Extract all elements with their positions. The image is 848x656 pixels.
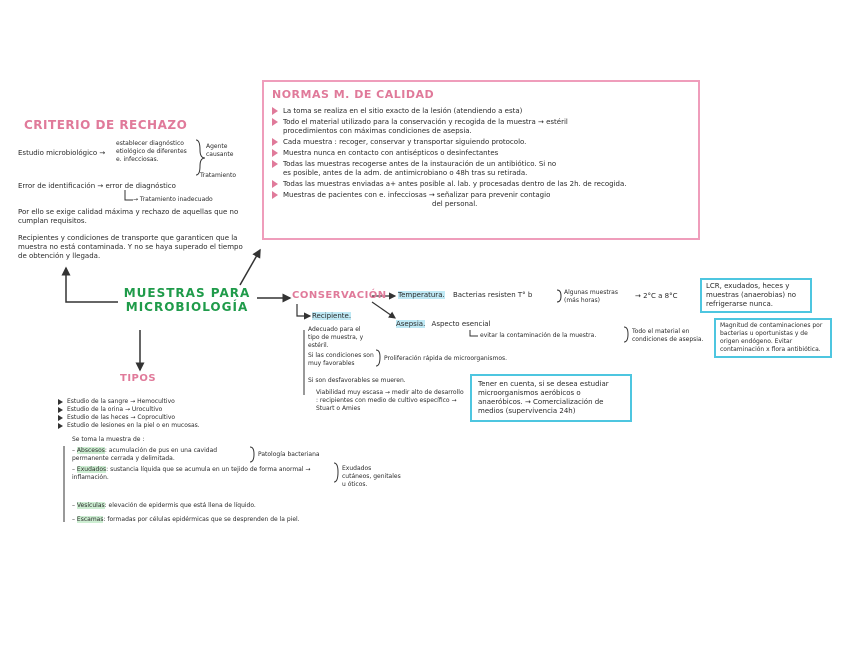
abscesos-text: : acumulación de pus en una cavidad permanente cerrada y delimitada. (72, 447, 218, 462)
triangle-bullet-icon (272, 107, 278, 115)
triangle-bullet-icon (58, 399, 63, 405)
criterio-title: CRITERIO DE RECHAZO (24, 118, 188, 132)
conservacion-title: CONSERVACIÓN (292, 290, 387, 301)
tipos-list (58, 398, 318, 430)
triangle-bullet-icon (58, 407, 63, 413)
criterio-error: Error de identificación → error de diagnóstico (18, 182, 176, 190)
material-asepsia: Todo el material en condiciones de asepsia. (632, 328, 704, 343)
normas-item-3: Cada muestra : recoger, conservar y transportar siguiendo protocolo. (272, 138, 690, 147)
asepsia-row (396, 320, 491, 329)
abscesos-side: Patología bacteriana (258, 451, 320, 458)
normas-item-4: Muestra nunca en contacto con antisépticos o desinfectantes (272, 149, 690, 158)
tipos-exudados: – Exudados: sustancia líquida que se acumula en un tejido de forma anormal → inflamación. (72, 466, 311, 481)
normas-item-5: Todas las muestras recogerse antes de la instauración de un antibiótico. Si no es posible, antes de la adm. de antimicrobiano o 48h tras su retirada. (272, 160, 690, 178)
normas-item-1: La toma se realiza en el sitio exacto de la lesión (atendiendo a esta) (272, 107, 690, 116)
temperatura-label: Temperatura. (398, 291, 445, 299)
vesiculas-text: : elevación de epidermis que está llena de líquido. (104, 502, 256, 509)
exudados-label: Exudados (76, 466, 107, 473)
criterio-estudio-branches (116, 140, 200, 164)
lcr-note-box: LCR, exudados, heces y muestras (anaerobias) no refrigerarse nunca. (700, 278, 812, 313)
tipos-title: TIPOS (120, 373, 157, 384)
recipiente-text: Recipiente. (312, 312, 352, 320)
recipiente-prolif: Proliferación rápida de microorganismos. (384, 355, 508, 362)
estudio-branch-1: establecer diagnóstico (116, 140, 184, 147)
normas-item-7: Muestras de pacientes con e. infecciosas → señalizar para prevenir contagio del personal. (272, 191, 690, 209)
normas-item-2: Todo el material utilizado para la conservación y recogida de la muestra → estéril procedimientos con máximas condiciones de asepsia. (272, 118, 690, 136)
asepsia-text: Aspecto esencial (431, 320, 491, 328)
vesiculas-label: Vesículas (76, 502, 105, 509)
abscesos-label: Abscesos (76, 447, 105, 454)
criterio-error-sub: → Tratamiento inadecuado (133, 196, 213, 203)
tipos-se-toma: Se toma la muestra de : (72, 436, 145, 443)
tener-note-box: Tener en cuenta, si se desea estudiar microorganismos aeróbicos o anaeróbicos. → Comercialización de medios (supervivencia 24h) (470, 374, 632, 422)
tipos-vesiculas: – Vesículas: elevación de epidermis que está llena de líquido. (72, 502, 256, 509)
triangle-bullet-icon (272, 149, 278, 157)
triangle-bullet-icon (272, 118, 278, 126)
tipos-abscesos: – Abscesos: acumulación de pus en una cavidad permanente cerrada y delimitada. (72, 447, 218, 462)
tipos-item-2: Estudio de la orina → Urocultivo (58, 406, 318, 414)
escamas-label: Escamas (76, 516, 104, 523)
algunas-muestras: Algunas muestras (más horas) (564, 289, 618, 304)
criterio-agente: Agente causante (206, 143, 234, 158)
tipos-item-4: Estudio de lesiones en la piel o en mucosas. (58, 422, 318, 430)
recipiente-desc: Adecuado para el tipo de muestra, y estéril. (308, 326, 364, 349)
temperatura-row (398, 291, 532, 300)
criterio-p2: Recipientes y condiciones de transporte que garanticen que la muestra no está contaminada. Y no se haya superado el tiempo de obtención y llegada. (18, 234, 243, 260)
triangle-bullet-icon (58, 415, 63, 421)
recipiente-no-sub: Viabilidad muy escasa → medir alto de desarrollo : recipientes con medio de cultivo específico → Stuart o Amies (316, 389, 464, 412)
estudio-branch-3: e. infecciosas. (116, 156, 159, 163)
tipos-item-3: Estudio de las heces → Coprocultivo (58, 414, 318, 422)
asepsia-label: Asepsia. (396, 320, 426, 328)
tipos-item-1: Estudio de la sangre → Hemocultivo (58, 398, 318, 406)
tipos-escamas: – Escamas: formadas por células epidérmicas que se desprenden de la piel. (72, 516, 300, 523)
normas-item-6: Todas las muestras enviadas a+ antes posible al. lab. y procesadas dentro de las 2h. de recogida. (272, 180, 690, 189)
magnitud-note-box: Magnitud de contaminaciones por bacterias u oportunistas y de origen endógeno. Evitar contaminación x flora antibiótica. (714, 318, 832, 358)
escamas-text: : formadas por células epidérmicas que se desprenden de la piel. (103, 516, 300, 523)
temperatura-text: Bacterias resisten T° b (452, 291, 533, 299)
temp-range: → 2°C a 8°C (635, 292, 678, 300)
asepsia-sub: evitar la contaminación de la muestra. (480, 332, 597, 339)
triangle-bullet-icon (272, 160, 278, 168)
triangle-bullet-icon (272, 138, 278, 146)
triangle-bullet-icon (272, 191, 278, 199)
triangle-bullet-icon (272, 180, 278, 188)
recipiente-no: Si son desfavorables se mueren. (308, 377, 406, 384)
criterio-estudio: Estudio microbiológico → (18, 149, 106, 157)
recipiente-label (312, 312, 351, 321)
central-title: MUESTRAS PARA MICROBIOLOGÍA (123, 286, 251, 314)
normas-title: NORMAS M. DE CALIDAD (272, 88, 435, 101)
recipiente-cond: Si las condiciones son muy favorables (308, 352, 374, 367)
normas-box (262, 80, 700, 240)
criterio-p1: Por ello se exige calidad máxima y rechazo de aquellas que no cumplan requisitos. (18, 208, 239, 225)
exudados-text: : sustancia líquida que se acumula en un tejido de forma anormal → inflamación. (72, 466, 311, 481)
triangle-bullet-icon (58, 423, 63, 429)
criterio-tratamiento: Tratamiento (200, 172, 236, 179)
estudio-branch-2: etiológico de diferentes (116, 148, 187, 155)
exudados-side: Exudados cutáneos, genitales u óticos. (342, 465, 401, 488)
